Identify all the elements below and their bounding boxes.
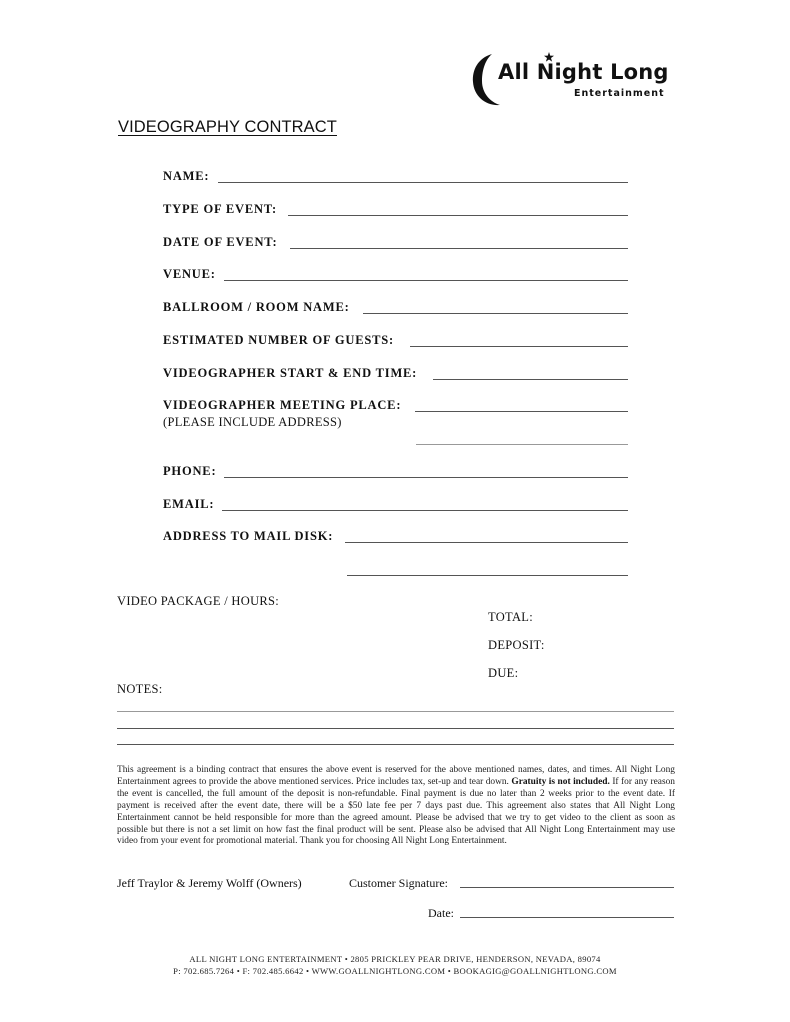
guests-field[interactable] — [410, 346, 628, 347]
video-package-label: VIDEO PACKAGE / HOURS: — [117, 594, 280, 608]
terms-gratuity-notice: Gratuity is not included. — [511, 776, 610, 787]
date-field[interactable] — [460, 917, 674, 918]
email-field[interactable] — [222, 510, 628, 511]
venue-field[interactable] — [224, 280, 628, 281]
logo-wordmark: All Night Long — [498, 60, 669, 84]
phone-field[interactable] — [224, 477, 628, 478]
deposit-label: DEPOSIT: — [488, 638, 545, 652]
company-logo — [470, 50, 680, 110]
logo-subtitle: Entertainment — [574, 88, 665, 99]
due-label: DUE: — [488, 666, 519, 680]
phone-label: PHONE: — [163, 464, 217, 478]
meeting-place-label: VIDEOGRAPHER MEETING PLACE: — [163, 398, 402, 412]
notes-line-3[interactable] — [117, 744, 674, 745]
name-label: NAME: — [163, 169, 210, 183]
venue-label: VENUE: — [163, 267, 216, 281]
name-field[interactable] — [218, 182, 628, 183]
mail-disk-label: ADDRESS TO MAIL DISK: — [163, 529, 334, 543]
customer-signature-label: Customer Signature: — [349, 876, 448, 890]
date-of-event-label: DATE OF EVENT: — [163, 235, 278, 249]
ballroom-label: BALLROOM / ROOM NAME: — [163, 300, 350, 314]
terms-text-1: This agreement is a binding contract that ensures the above event is reserved for the above mentioned names, dates, and times. All Night Long Entertainment agrees to provide the above mentioned services. Price includes tax, set-up and tear down. — [117, 765, 675, 787]
type-of-event-label: TYPE OF EVENT: — [163, 202, 277, 216]
terms-text-2: If for any reason the event is cancelled, the full amount of the deposit is non-refundable. Final payment is due no later than 2 weeks prior to the event date. If payment is received after the event date, there will be a $50 late fee per 7 days past due. This agreement also states that All Night Long Entertainment cannot be held responsible for more than the agreed amount. Please be advised that we try to get video to the client as soon as possible but there is not a set limit on how fast the final product will be sent. Please also be advised that All Night Long Entertainment may use video from your event for promotional material. Thank you for choosing All Night Long Entertainment. — [117, 776, 675, 847]
type-of-event-field[interactable] — [288, 215, 628, 216]
date-of-event-field[interactable] — [290, 248, 628, 249]
page-title: VIDEOGRAPHY CONTRACT — [118, 118, 337, 136]
footer-address: ALL NIGHT LONG ENTERTAINMENT • 2805 PRICKLEY PEAR DRIVE, HENDERSON, NEVADA, 89074 — [189, 954, 601, 964]
start-end-time-label: VIDEOGRAPHER START & END TIME: — [163, 366, 418, 380]
ballroom-field[interactable] — [363, 313, 628, 314]
terms-paragraph — [117, 765, 675, 848]
start-end-time-field[interactable] — [433, 379, 628, 380]
total-label: TOTAL: — [488, 610, 534, 624]
notes-line-1[interactable] — [117, 711, 674, 712]
meeting-place-note: (PLEASE INCLUDE ADDRESS) — [163, 415, 342, 429]
meeting-place-field[interactable] — [415, 411, 628, 412]
owners-label: Jeff Traylor & Jeremy Wolff (Owners) — [117, 876, 302, 890]
date-label: Date: — [428, 906, 454, 920]
notes-line-2[interactable] — [117, 728, 674, 729]
notes-label: NOTES: — [117, 682, 163, 696]
footer-contact: P: 702.685.7264 • F: 702.485.6642 • WWW.GOALLNIGHTLONG.COM • BOOKAGIG@GOALLNIGHTLONG.COM — [173, 966, 617, 976]
guests-label: ESTIMATED NUMBER OF GUESTS: — [163, 333, 395, 347]
customer-signature-field[interactable] — [460, 887, 674, 888]
mail-disk-field-line2[interactable] — [347, 575, 628, 576]
meeting-place-address-field[interactable] — [416, 444, 628, 445]
email-label: EMAIL: — [163, 497, 215, 511]
mail-disk-field[interactable] — [345, 542, 628, 543]
